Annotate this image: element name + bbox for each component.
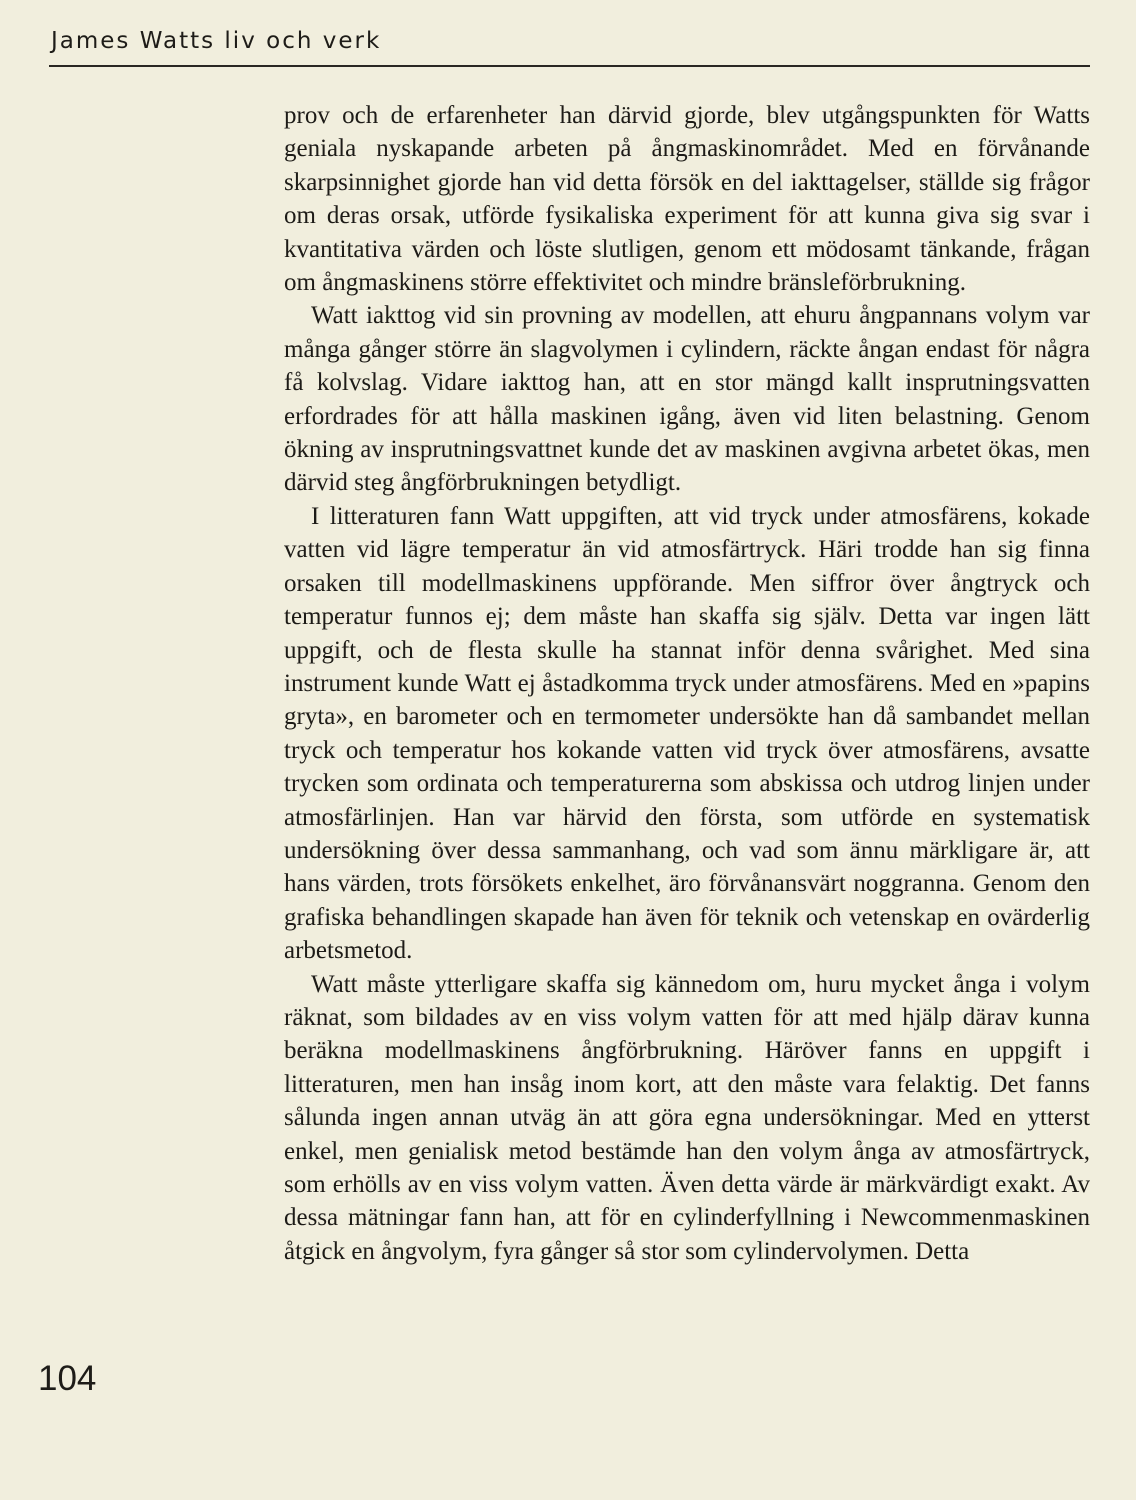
paragraph-3: I litteraturen fann Watt uppgiften, att vid tryck under atmosfärens, kokade vatten vid lägre temperatur än vid atmosfärtryck. Häri trodde han sig finna orsaken till modellmaskinens uppförande. Men siffror över ångtryck och temperatur funnos ej; dem måste han skaffa sig själv. Detta var ingen lätt uppgift, och de flesta skulle ha stannat inför denna svårighet. Med sina instrument kunde Watt ej åstadkomma tryck under atmosfärens. Med en »papins gryta», en barometer och en termometer undersökte han då sambandet mellan tryck och temperatur hos kokande vatten vid tryck över atmosfärens, avsatte trycken som ordinata och temperaturerna som abskissa och utdrog linjen under atmosfärlinjen. Han var härvid den första, som utförde en systematisk undersökning över dessa sammanhang, och vad som ännu märkligare är, att hans värden, trots försökets enkelhet, äro förvånansvärt noggranna. Genom den grafiska behandlingen skapade han även för teknik och vetenskap en ovärderlig arbetsmetod. (284, 502, 1090, 965)
paragraph-4: Watt måste ytterligare skaffa sig kännedom om, huru mycket ånga i volym räknat, som bildades av en viss volym vatten för att med hjälp därav kunna beräkna modellmaskinens ångförbrukning. Häröver fanns en uppgift i litteraturen, men han insåg inom kort, att den måste vara felaktig. Det fanns sålunda ingen annan utväg än att göra egna undersökningar. Med en ytterst enkel, men genialisk metod bestämde han den volym ånga av atmosfärtryck, som erhölls av en viss volym vatten. Även detta värde är märkvärdigt exakt. Av dessa mätningar fann han, att för en cylinderfyllning i Newcommenmaskinen åtgick en ångvolym, fyra gånger så stor som cylindervolymen. Detta (284, 970, 1090, 1265)
page-number: 104 (38, 1359, 97, 1398)
header-rule (49, 65, 1090, 67)
paragraph-2: Watt iakttog vid sin provning av modellen, att ehuru ångpannans volym var många gånger större än slagvolymen i cylindern, räckte ångan endast för några få kolvslag. Vidare iakttog han, att en stor mängd kallt insprutningsvatten erfordrades för att hålla maskinen igång, även vid liten belastning. Genom ökning av insprutningsvattnet kunde det av maskinen avgivna arbetet ökas, men därvid steg ångförbrukningen betydligt. (284, 302, 1090, 497)
body-text (284, 99, 1090, 1268)
paragraph-1: prov och de erfarenheter han därvid gjorde, blev utgångspunkten för Watts geniala nyskapande arbeten på ångmaskinområdet. Med en förvånande skarpsinnighet gjorde han vid detta försök en del iakttagelser, ställde sig frågor om deras orsak, utförde fysikaliska experiment för att kunna giva sig svar i kvantitativa värden och löste slutligen, genom ett mödosamt tänkande, frågan om ångmaskinens större effektivitet och mindre bränsleförbrukning. (284, 102, 1090, 297)
running-head-title: James Watts liv och verk (51, 28, 382, 54)
